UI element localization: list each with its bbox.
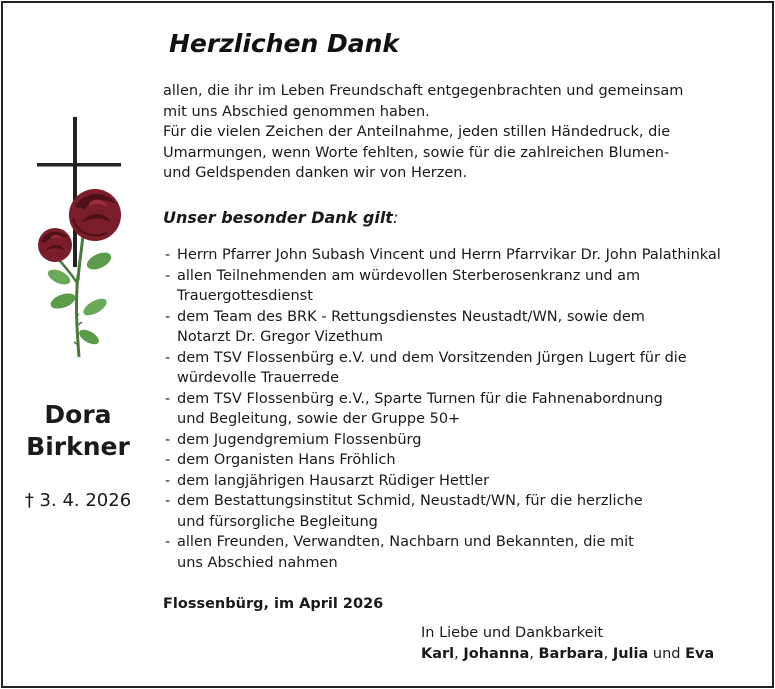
left-column — [3, 3, 153, 686]
cross-with-roses-icon — [31, 115, 141, 365]
intro-line: allen, die ihr im Leben Freundschaft entgegenbrachten und gemeinsam — [163, 83, 684, 99]
list-item: - dem TSV Flossenbürg e.V. und dem Vorsitzenden Jürgen Lugert für die würdevolle Trauerrede — [163, 348, 768, 389]
list-item: - dem langjährigen Hausarzt Rüdiger Hettler — [163, 471, 768, 492]
intro-text — [163, 81, 763, 184]
intro-line: mit uns Abschied genommen haben. — [163, 103, 430, 120]
deceased-last-name: Birkner — [26, 432, 130, 461]
signature-block — [421, 623, 714, 665]
list-item: - allen Freunden, Verwandten, Nachbarn und Bekannten, die mit uns Abschied nahmen — [163, 532, 768, 573]
list-item: - dem TSV Flossenbürg e.V., Sparte Turnen für die Fahnenabordnung und Begleitung, sowie der Gruppe 50+ — [163, 389, 768, 430]
death-date: † 3. 4. 2026 — [24, 490, 132, 511]
signatories-line: Karl, Johanna, Barbara, Julia und Eva — [421, 646, 715, 662]
list-item: - dem Organisten Hans Fröhlich — [163, 450, 768, 471]
place-date: Flossenbürg, im April 2026 — [163, 596, 384, 612]
signatory-name: Julia — [612, 646, 649, 662]
thanks-list — [163, 245, 768, 573]
signatory-name: Barbara — [538, 646, 604, 662]
thanks-heading-colon: : — [392, 208, 399, 227]
signatory-name: Johanna — [463, 646, 530, 662]
list-item: - allen Teilnehmenden am würdevollen Sterberosenkranz und am Trauergottesdienst — [163, 266, 768, 307]
signatory-name: Eva — [685, 646, 715, 662]
closing-line: In Liebe und Dankbarkeit — [421, 625, 604, 641]
intro-line: und Geldspenden danken wir von Herzen. — [163, 165, 468, 181]
thanks-heading — [163, 208, 398, 227]
thanks-heading-text: Unser besonder Dank gilt — [163, 208, 393, 227]
right-column — [163, 3, 768, 686]
signatory-name: Karl — [421, 646, 455, 662]
heading: Herzlichen Dank — [169, 29, 400, 58]
list-item: - Herrn Pfarrer John Subash Vincent und Herrn Pfarrvikar Dr. John Palathinkal — [163, 245, 768, 266]
intro-line: Umarmungen, wenn Worte fehlten, sowie für die zahlreichen Blumen- — [163, 144, 670, 161]
list-item: - dem Jugendgremium Flossenbürg — [163, 430, 768, 451]
list-item: - dem Bestattungsinstitut Schmid, Neustadt/WN, für die herzliche und fürsorgliche Begleitung — [163, 491, 768, 532]
list-item: - dem Team des BRK - Rettungsdienstes Neustadt/WN, sowie dem Notarzt Dr. Gregor Vizethum — [163, 307, 768, 348]
deceased-first-name: Dora — [44, 400, 112, 429]
intro-line: Für die vielen Zeichen der Anteilnahme, jeden stillen Händedruck, die — [163, 124, 671, 140]
obituary-card — [1, 1, 774, 688]
